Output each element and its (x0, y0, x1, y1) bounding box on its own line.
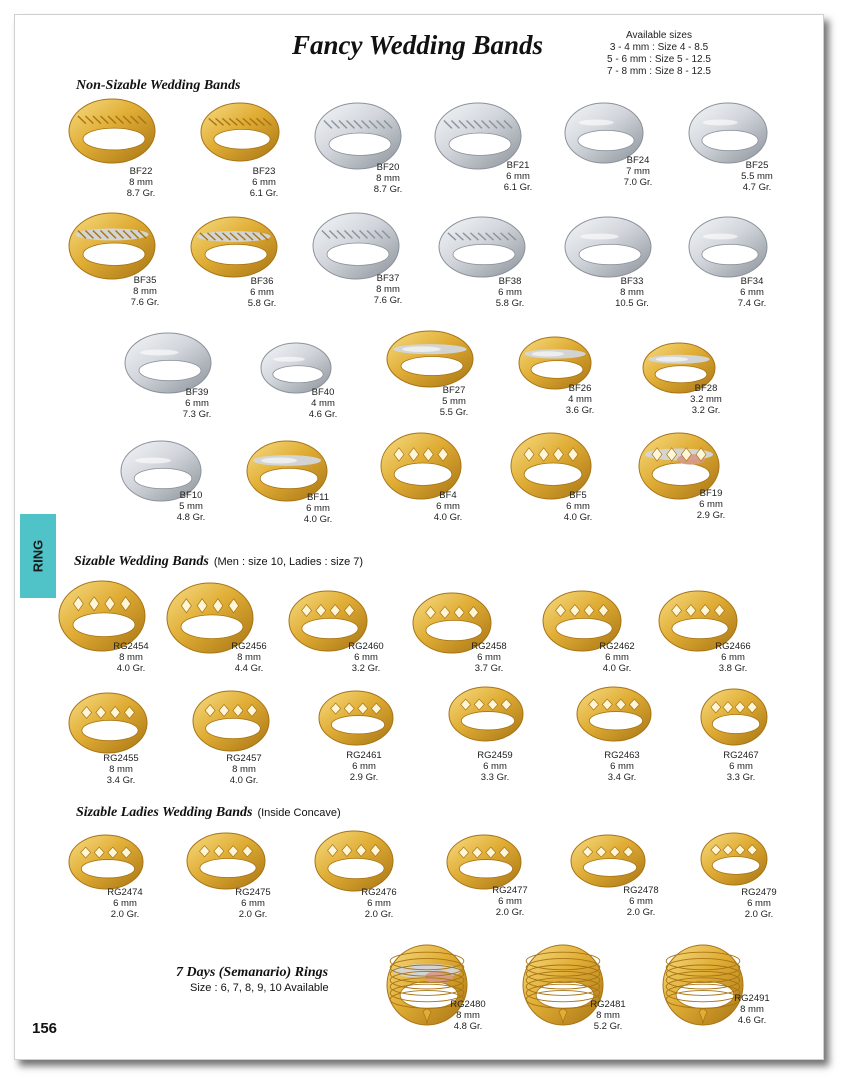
ring-spec (358, 162, 418, 195)
ring-width: 6 mm (498, 287, 522, 298)
ring-code: RG2456 (231, 641, 267, 652)
ring-width: 8 mm (119, 652, 143, 663)
section-title-non-sizable: Non-Sizable Wedding Bands (76, 78, 241, 93)
ring-code: BF11 (306, 492, 329, 503)
ring-spec (587, 641, 647, 674)
ring-code: BF39 (185, 387, 209, 398)
ring-spec (288, 492, 348, 525)
ring-spec (480, 276, 540, 309)
ring-code: RG2480 (450, 999, 486, 1010)
ring-image (444, 832, 524, 892)
ring-image (310, 210, 402, 282)
ring-weight: 2.0 Gr. (238, 909, 268, 920)
ring-image (562, 214, 654, 280)
ring-code: BF26 (568, 383, 592, 394)
ring-width: 8 mm (620, 287, 644, 298)
ring-width: 6 mm (498, 896, 522, 907)
ring-width: 7 mm (626, 166, 650, 177)
ring-code: RG2476 (361, 887, 397, 898)
ring-image (436, 214, 528, 280)
ring-weight: 8.7 Gr. (126, 188, 156, 199)
ring-spec (223, 887, 283, 920)
page-number: 156 (32, 1020, 58, 1037)
ring-spec (608, 155, 668, 188)
ring-width: 6 mm (354, 652, 378, 663)
ring-image (568, 832, 648, 890)
ring-image (698, 830, 770, 888)
ring-weight: 4.0 Gr. (563, 512, 593, 523)
ring-spec (578, 999, 638, 1032)
semanario-size-note: Size : 6, 7, 8, 9, 10 Available (190, 982, 329, 994)
ring-width: 6 mm (610, 761, 634, 772)
ring-weight: 4.7 Gr. (742, 182, 772, 193)
ring-spec (418, 490, 478, 523)
ring-spec (214, 753, 274, 786)
ring-code: RG2477 (492, 885, 528, 896)
ring-width: 6 mm (729, 761, 753, 772)
page-title: Fancy Wedding Bands (292, 30, 544, 60)
ring-spec (358, 273, 418, 306)
sizable-title-text: Sizable Wedding Bands (74, 554, 209, 569)
ring-width: 6 mm (566, 501, 590, 512)
ring-weight: 4.6 Gr. (308, 409, 338, 420)
ring-width: 3.2 mm (690, 394, 722, 405)
ring-code: BF20 (376, 162, 400, 173)
ring-width: 5.5 mm (741, 171, 773, 182)
ring-weight: 4.0 Gr. (303, 514, 333, 525)
ring-code: RG2459 (477, 750, 513, 761)
ring-spec (232, 276, 292, 309)
ring-weight: 3.7 Gr. (474, 663, 504, 674)
ring-width: 6 mm (721, 652, 745, 663)
ring-spec (602, 276, 662, 309)
ring-width: 8 mm (376, 173, 400, 184)
ring-width: 8 mm (133, 286, 157, 297)
ring-weight: 7.3 Gr. (182, 409, 212, 420)
ring-spec (424, 385, 484, 418)
ring-width: 8 mm (596, 1010, 620, 1021)
ring-code: RG2481 (590, 999, 626, 1010)
ring-spec (234, 166, 294, 199)
ring-image (188, 214, 280, 280)
ring-weight: 7.4 Gr. (737, 298, 767, 309)
ring-image (66, 210, 158, 282)
ring-weight: 5.8 Gr. (495, 298, 525, 309)
ring-code: RG2457 (226, 753, 262, 764)
ring-code: RG2460 (348, 641, 384, 652)
ring-image (574, 684, 654, 744)
ring-code: BF28 (694, 383, 718, 394)
ring-weight: 7.0 Gr. (623, 177, 653, 188)
ring-image (66, 832, 146, 892)
ring-code: RG2466 (715, 641, 751, 652)
ring-spec (111, 166, 171, 199)
ring-spec (681, 488, 741, 521)
ring-image (66, 96, 158, 166)
ring-image (316, 688, 396, 748)
ring-code: BF40 (311, 387, 335, 398)
ring-image (384, 328, 476, 390)
ring-section-tab[interactable] (20, 514, 56, 598)
available-sizes-line: 7 - 8 mm : Size 8 - 12.5 (607, 66, 711, 77)
ring-spec (219, 641, 279, 674)
ring-spec (349, 887, 409, 920)
ring-width: 6 mm (250, 287, 274, 298)
ring-weight: 3.2 Gr. (351, 663, 381, 674)
ring-code: RG2455 (103, 753, 139, 764)
ring-spec (676, 383, 736, 416)
ring-weight: 2.9 Gr. (349, 772, 379, 783)
ring-code: RG2461 (346, 750, 382, 761)
ring-weight: 2.0 Gr. (364, 909, 394, 920)
ring-width: 8 mm (456, 1010, 480, 1021)
ring-weight: 3.6 Gr. (565, 405, 595, 416)
ring-width: 8 mm (109, 764, 133, 775)
ring-weight: 2.0 Gr. (495, 907, 525, 918)
ring-weight: 3.3 Gr. (726, 772, 756, 783)
ring-tab-label: RING (30, 539, 46, 573)
ring-width: 8 mm (740, 1004, 764, 1015)
ring-spec (722, 993, 782, 1026)
ring-code: RG2479 (741, 887, 777, 898)
ring-spec (465, 750, 525, 783)
available-sizes-line: 5 - 6 mm : Size 5 - 12.5 (607, 54, 711, 65)
ring-spec (459, 641, 519, 674)
ring-width: 6 mm (436, 501, 460, 512)
ring-image (190, 688, 272, 754)
ring-spec (488, 160, 548, 193)
ring-code: BF34 (740, 276, 764, 287)
ring-image (66, 690, 150, 756)
available-sizes (594, 30, 724, 78)
ring-code: BF24 (626, 155, 650, 166)
ring-code: RG2467 (723, 750, 759, 761)
available-sizes-heading: Available sizes (626, 30, 692, 41)
ring-width: 6 mm (352, 761, 376, 772)
ring-width: 6 mm (605, 652, 629, 663)
ring-code: BF5 (569, 490, 587, 501)
ring-image (686, 100, 770, 166)
ring-image (446, 684, 526, 744)
ring-weight: 5.8 Gr. (247, 298, 277, 309)
ring-width: 6 mm (740, 287, 764, 298)
ring-code: RG2475 (235, 887, 271, 898)
ring-code: RG2458 (471, 641, 507, 652)
ring-code: BF21 (506, 160, 530, 171)
ring-code: BF36 (250, 276, 274, 287)
ring-weight: 4.0 Gr. (433, 512, 463, 523)
ring-code: RG2463 (604, 750, 640, 761)
ring-weight: 3.8 Gr. (718, 663, 748, 674)
ring-width: 8 mm (237, 652, 261, 663)
ring-width: 4 mm (311, 398, 335, 409)
ring-spec (592, 750, 652, 783)
sizable-size-note: (Men : size 10, Ladies : size 7) (213, 556, 364, 568)
ring-weight: 3.4 Gr. (607, 772, 637, 783)
ring-spec (91, 753, 151, 786)
ring-spec (101, 641, 161, 674)
ring-code: BF37 (376, 273, 400, 284)
ring-code: BF35 (133, 275, 157, 286)
ring-code: BF19 (699, 488, 723, 499)
ring-width: 4 mm (568, 394, 592, 405)
available-sizes-line: 3 - 4 mm : Size 4 - 8.5 (609, 42, 709, 53)
ring-code: RG2491 (734, 993, 770, 1004)
ring-image (184, 830, 268, 892)
ring-width: 6 mm (699, 499, 723, 510)
ring-code: BF38 (498, 276, 522, 287)
ring-width: 6 mm (306, 503, 330, 514)
ring-spec (293, 387, 353, 420)
ring-weight: 2.0 Gr. (744, 909, 774, 920)
ring-weight: 3.2 Gr. (691, 405, 721, 416)
section-title-semanario: 7 Days (Semanario) Rings (176, 965, 329, 980)
ring-weight: 10.5 Gr. (615, 298, 649, 309)
ring-code: BF27 (442, 385, 466, 396)
ring-width: 8 mm (129, 177, 153, 188)
ring-width: 5 mm (442, 396, 466, 407)
ring-width: 6 mm (506, 171, 530, 182)
ring-spec (722, 276, 782, 309)
ring-code: BF22 (129, 166, 153, 177)
ring-spec (95, 887, 155, 920)
ring-weight: 2.0 Gr. (626, 907, 656, 918)
ring-spec (167, 387, 227, 420)
ring-weight: 5.5 Gr. (439, 407, 469, 418)
ring-weight: 7.6 Gr. (130, 297, 160, 308)
ring-weight: 2.0 Gr. (110, 909, 140, 920)
ring-code: BF25 (745, 160, 769, 171)
ring-width: 6 mm (629, 896, 653, 907)
ring-weight: 4.6 Gr. (737, 1015, 767, 1026)
ring-spec (336, 641, 396, 674)
ring-spec (334, 750, 394, 783)
ring-spec (161, 490, 221, 523)
ring-weight: 6.1 Gr. (249, 188, 279, 199)
ring-code: BF23 (252, 166, 276, 177)
ladies-title-text: Sizable Ladies Wedding Bands (76, 805, 253, 820)
ring-spec (480, 885, 540, 918)
ring-width: 6 mm (241, 898, 265, 909)
ring-width: 5 mm (179, 501, 203, 512)
ring-spec (729, 887, 789, 920)
ring-weight: 7.6 Gr. (373, 295, 403, 306)
ring-weight: 6.1 Gr. (503, 182, 533, 193)
ring-width: 6 mm (747, 898, 771, 909)
ring-weight: 2.9 Gr. (696, 510, 726, 521)
ring-weight: 4.0 Gr. (602, 663, 632, 674)
section-title-ladies (76, 805, 341, 821)
ring-width: 6 mm (477, 652, 501, 663)
ring-code: BF10 (179, 490, 203, 501)
ring-width: 6 mm (252, 177, 276, 188)
ring-weight: 4.8 Gr. (453, 1021, 483, 1032)
ring-spec (711, 750, 771, 783)
ring-code: RG2454 (113, 641, 149, 652)
ring-weight: 4.4 Gr. (234, 663, 264, 674)
ring-code: RG2478 (623, 885, 659, 896)
ring-spec (550, 383, 610, 416)
ring-weight: 8.7 Gr. (373, 184, 403, 195)
ring-width: 6 mm (483, 761, 507, 772)
ring-weight: 5.2 Gr. (593, 1021, 623, 1032)
ring-weight: 3.4 Gr. (106, 775, 136, 786)
ring-image (198, 100, 282, 164)
ring-width: 6 mm (113, 898, 137, 909)
ring-spec (611, 885, 671, 918)
ring-spec (727, 160, 787, 193)
ring-code: RG2462 (599, 641, 635, 652)
ring-image (686, 214, 770, 280)
ring-weight: 3.3 Gr. (480, 772, 510, 783)
ring-spec (548, 490, 608, 523)
ring-code: BF4 (439, 490, 457, 501)
ring-weight: 4.0 Gr. (229, 775, 259, 786)
ring-image (698, 686, 770, 748)
ladies-note: (Inside Concave) (257, 807, 341, 819)
ring-spec (438, 999, 498, 1032)
ring-weight: 4.8 Gr. (176, 512, 206, 523)
ring-width: 8 mm (376, 284, 400, 295)
ring-width: 6 mm (367, 898, 391, 909)
ring-spec (703, 641, 763, 674)
ring-width: 6 mm (185, 398, 209, 409)
ring-code: RG2474 (107, 887, 143, 898)
ring-image (312, 828, 396, 894)
ring-spec (115, 275, 175, 308)
ring-code: BF33 (620, 276, 644, 287)
ring-width: 8 mm (232, 764, 256, 775)
section-title-sizable (74, 554, 363, 570)
ring-weight: 4.0 Gr. (116, 663, 146, 674)
